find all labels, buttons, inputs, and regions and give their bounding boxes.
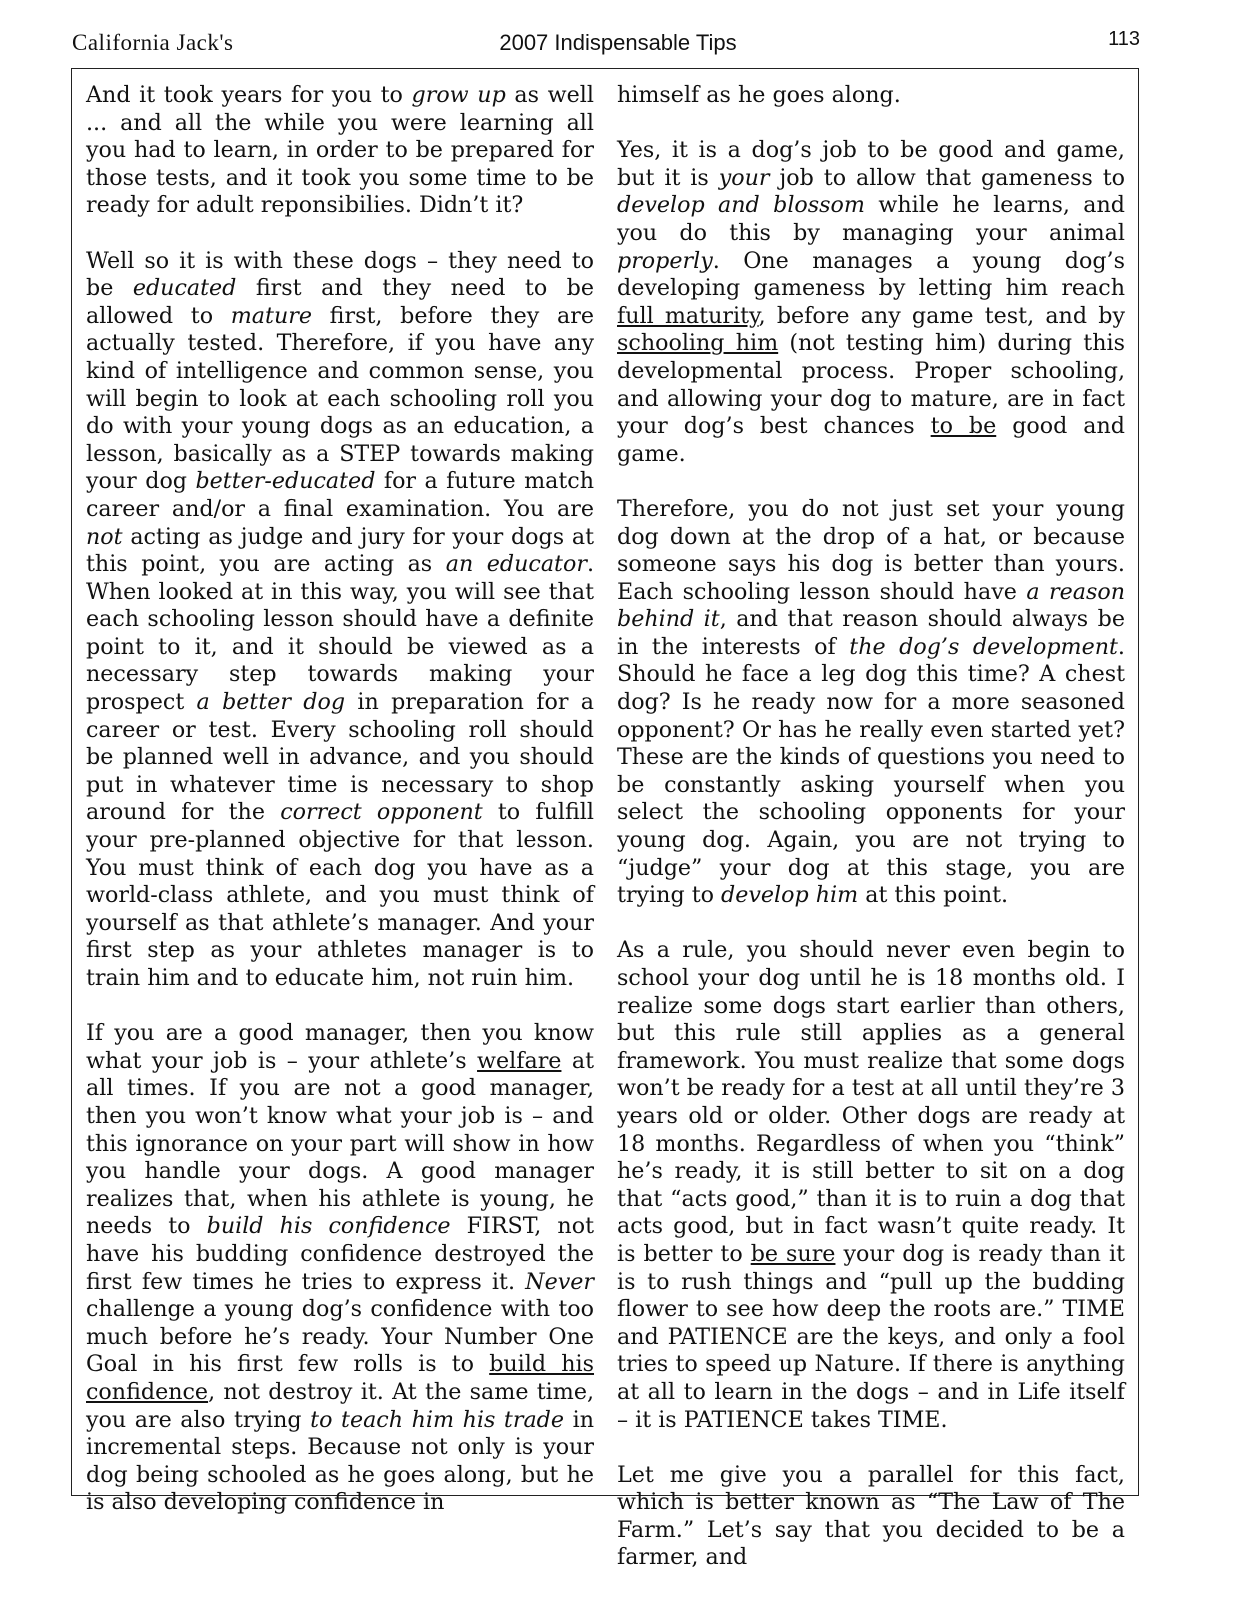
left-column <box>86 82 594 1517</box>
page-number: 113 <box>1108 28 1140 50</box>
paragraph: Let me give you a parallel for this fact, which is better known as “The Law of The Farm.” Let’s say that you decided to be a farmer, and <box>617 1461 1125 1571</box>
paragraph: himself as he goes along. <box>617 82 901 108</box>
paragraph: And it took years for you to grow up as well ... and all the while you were learning all you had to learn, in order to be prepared for those tests, and it took you some time to be ready for adult reponsibilies. Didn’t it? <box>86 82 594 219</box>
paragraph: If you are a good manager, then you know what your job is – your athlete’s welfare at all times. If you are not a good manager, then you won’t know what your job is – and this ignorance on your part will show in how you handle your dogs. A good manager realizes that, when his athlete is young, he needs to build his confidence FIRST, not have his budding confidence destroyed the first few times he tries to express it. Never challenge a young dog’s confidence with too much before he’s ready. Your Number One Goal in his first few rolls is to build his confidence, not destroy it. At the same time, you are also trying to teach him his trade in incremental steps. Because not only is your dog being schooled as he goes along, but he is also developing confidence in <box>86 1020 595 1516</box>
paragraph: Yes, it is a dog’s job to be good and game, but it is your job to allow that gameness to develop and blossom while he learns, and you do this by managing your animal properly. One manages a young dog’s developing gameness by letting him reach full maturity, before any game test, and by schooling him (not testing him) during this developmental process. Proper schooling, and allowing your dog to mature, are in fact your dog’s best chances to be good and game. <box>617 137 1126 467</box>
paragraph: Well so it is with these dogs – they need to be educated first and they need to be allowed to mature first, before they are actually tested. Therefore, if you have any kind of intelligence and common sense, you will begin to look at each schooling roll you do with your young dogs as an education, a lesson, basically as a STEP towards making your dog better-educated for a future match career and/or a final examination. You are not acting as judge and jury for your dogs at this point, you are acting as an educator. When looked at in this way, you will see that each schooling lesson should have a definite point to it, and it should be viewed as a necessary step towards making your prospect a better dog in preparation for a career or test. Every schooling roll should be planned well in advance, and you should put in whatever time is necessary to shop around for the correct opponent to fulfill your pre-planned objective for that lesson. You must think of each dog you have as a world-class athlete, and you must think of yourself as that athlete’s manager. And your first step as your athletes manager is to train him and to educate him, not ruin him. <box>86 247 595 991</box>
page-header <box>0 0 1236 70</box>
paragraph: As a rule, you should never even begin to school your dog until he is 18 months old. I realize some dogs start earlier than others, but this rule still applies as a general framework. You must realize that some dogs won’t be ready for a test at all until they’re 3 years old or older. Other dogs are ready at 18 months. Regardless of when you “think” he’s ready, it is still better to sit on a dog that “acts good,” than it is to ruin a dog that acts good, but in fact wasn’t quite ready. It is better to be sure your dog is ready than it is to rush things and “pull up the budding flower to see how deep the roots are.” TIME and PATIENCE are the keys, and only a fool tries to speed up Nature. If there is anything at all to learn in the dogs – and in Life itself – it is PATIENCE takes TIME. <box>617 937 1125 1433</box>
running-head-left: California Jack's <box>72 30 234 55</box>
paragraph: Therefore, you do not just set your young dog down at the drop of a hat, or because someone says his dog is better than yours. Each schooling lesson should have a reason behind it, and that reason should always be in the interests of the dog’s development. Should he face a leg dog this time? A chest dog? Is he ready now for a more seasoned opponent? Or has he really even started yet? These are the kinds of questions you need to be constantly asking yourself when you select the schooling opponents for your young dog. Again, you are not trying to “judge” your dog at this stage, you are trying to develop him at this point. <box>617 495 1125 909</box>
running-head-title: 2007 Indispensable Tips <box>499 30 737 55</box>
right-column <box>617 82 1125 1572</box>
